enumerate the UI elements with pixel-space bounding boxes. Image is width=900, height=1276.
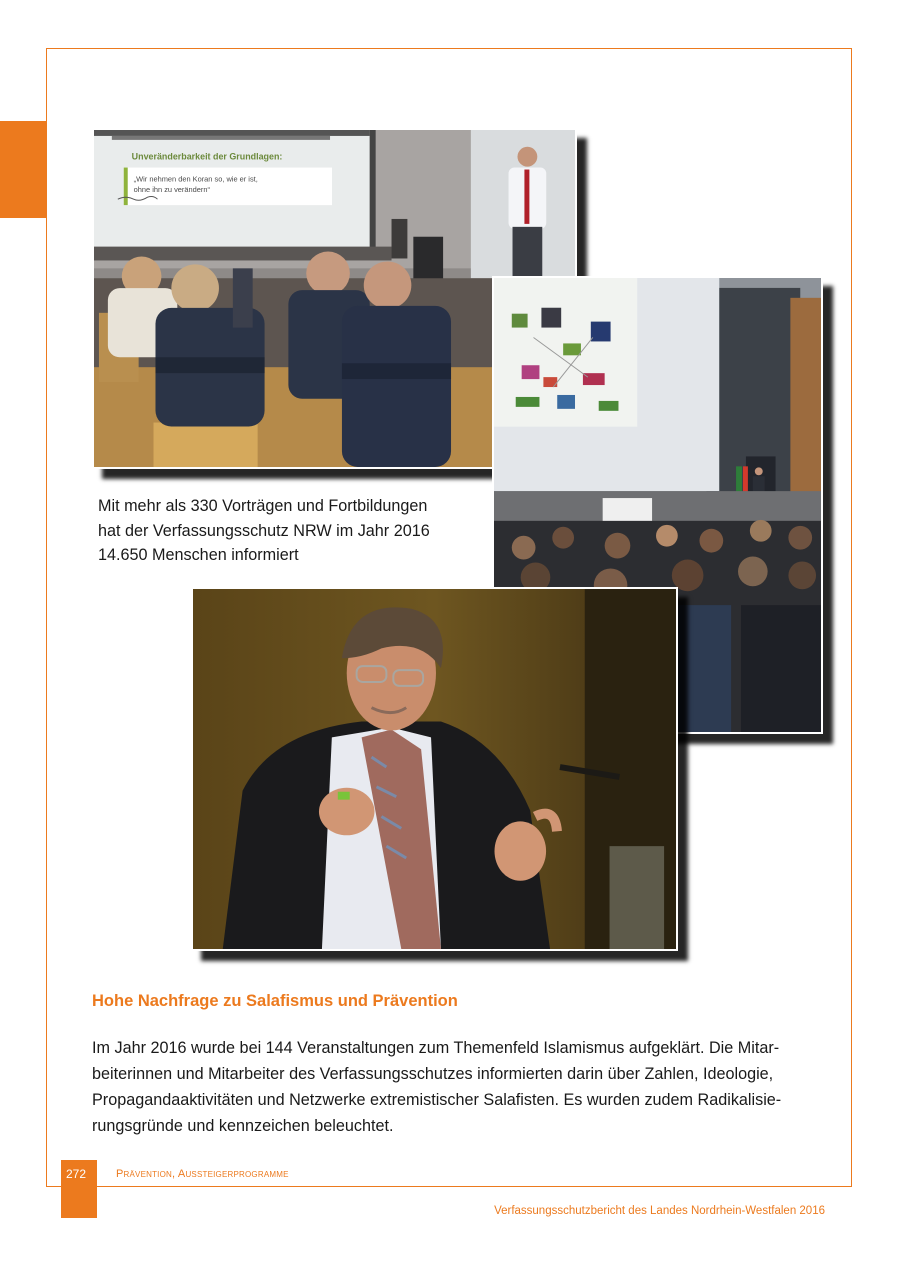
slide1-quote-line2: ohne ihn zu verändern“ bbox=[133, 185, 210, 195]
slide1-quote-line1: „Wir nehmen den Koran so, wie er ist, bbox=[133, 174, 258, 184]
body-line: Im Jahr 2016 wurde bei 144 Veranstaltungen zum Themenfeld Islamismus aufgeklärt. Die Mitar- bbox=[92, 1039, 780, 1057]
running-section-label: Prävention, Aussteigerprogramme bbox=[116, 1168, 289, 1180]
photo-speaker-image bbox=[193, 589, 676, 949]
section-heading: Hohe Nachfrage zu Salafismus und Prävention bbox=[92, 992, 458, 1010]
caption-line: 14.650 Menschen informiert bbox=[98, 546, 299, 564]
section-body bbox=[92, 1035, 832, 1139]
photo-speaker bbox=[191, 587, 678, 951]
body-line: rungsgründe und kennzeichen beleuchtet. bbox=[92, 1117, 394, 1135]
body-line: beiterinnen und Mitarbeiter des Verfassungsschutzes informierten darin über Zahlen, Ideologie, bbox=[92, 1065, 774, 1083]
page-number: 272 bbox=[65, 1167, 87, 1181]
caption-line: Mit mehr als 330 Vorträgen und Fortbildungen bbox=[98, 497, 428, 515]
body-line: Propagandaaktivitäten und Netzwerke extremistischer Salafisten. Es wurden zudem Radikalisie- bbox=[92, 1091, 782, 1109]
caption-line: hat der Verfassungsschutz NRW im Jahr 2016 bbox=[98, 521, 430, 540]
side-tab-marker bbox=[0, 121, 47, 218]
slide1-heading: Unveränderbarkeit der Grundlagen: bbox=[131, 151, 283, 162]
footer-publication-title: Verfassungsschutzbericht des Landes Nordrhein-Westfalen 2016 bbox=[494, 1205, 825, 1217]
photo-caption bbox=[98, 494, 478, 568]
